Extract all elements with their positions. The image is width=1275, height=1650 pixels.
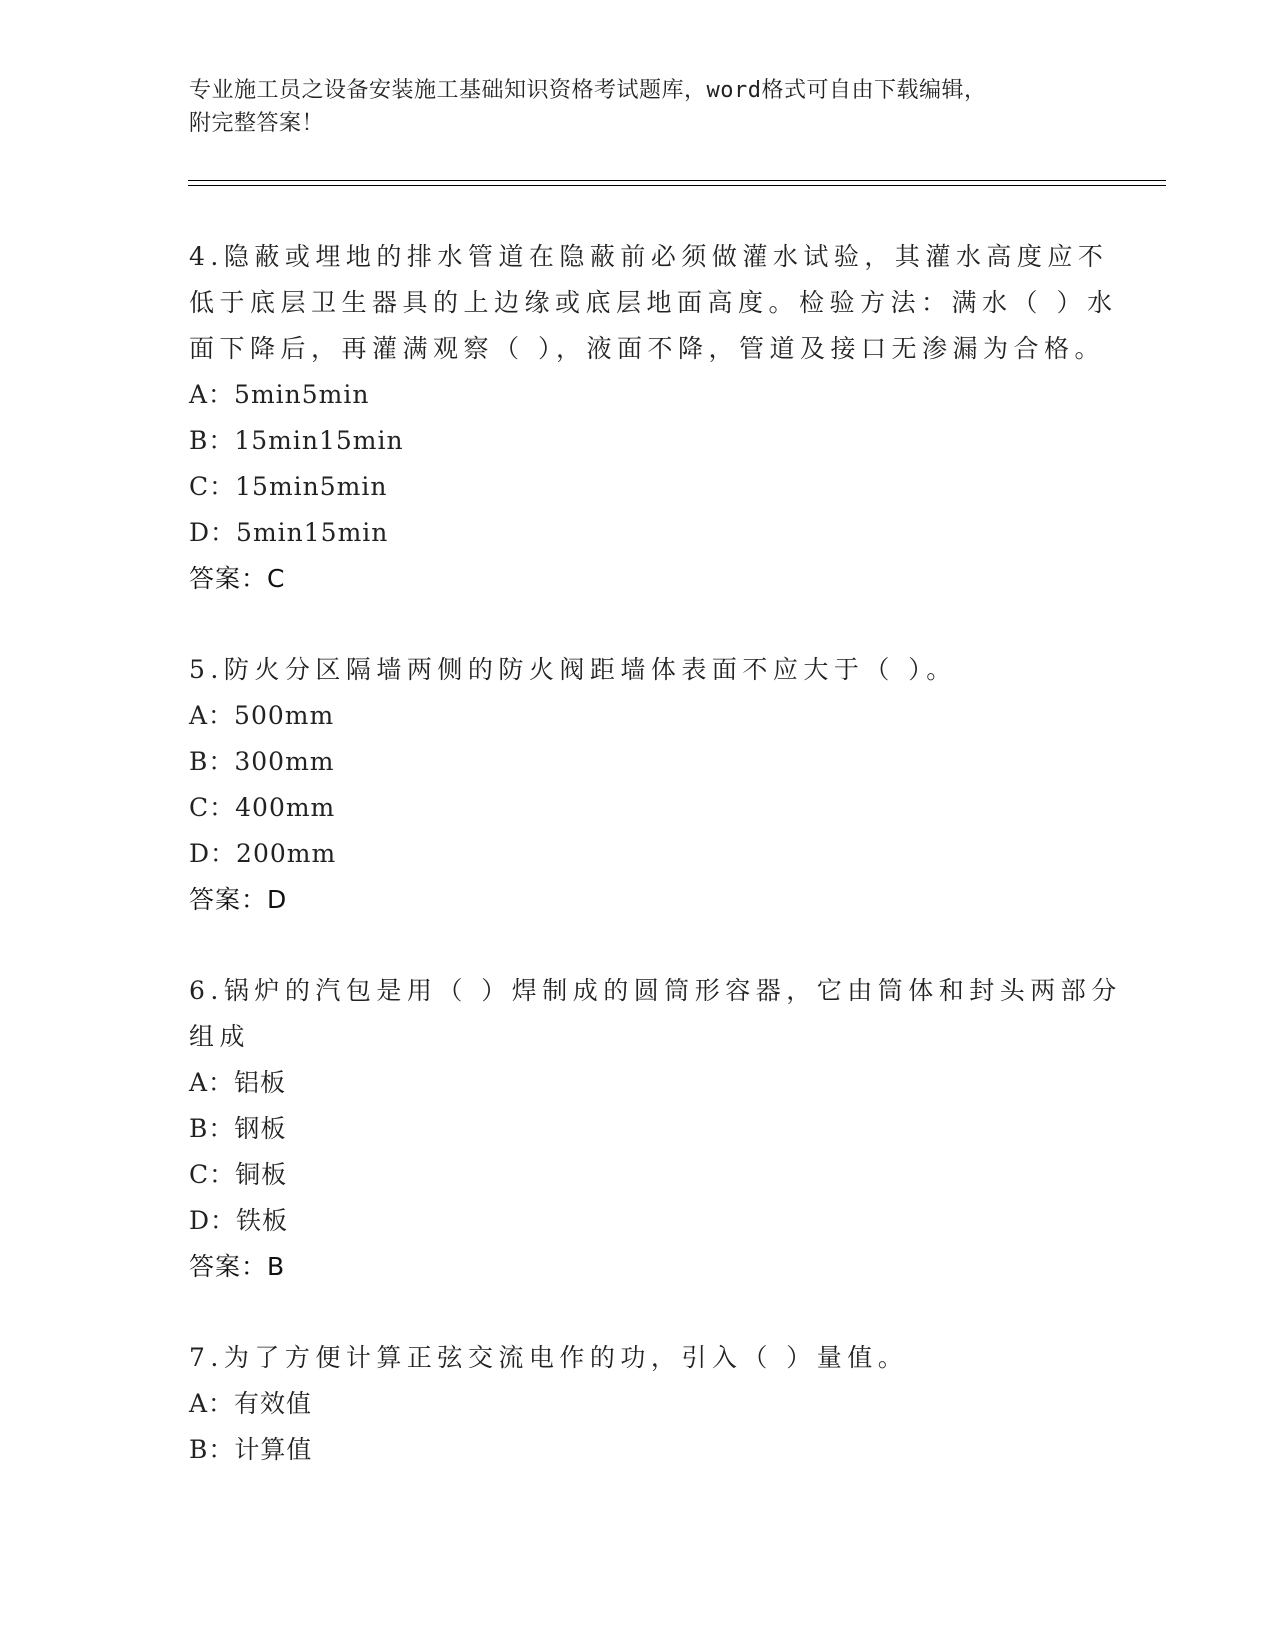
- option-a: A：铝板: [189, 1068, 287, 1097]
- header-title-line-1: 专业施工员之设备安装施工基础知识资格考试题库，word格式可自由下载编辑，: [189, 78, 987, 103]
- question-stem: [189, 968, 1122, 1060]
- option-c: C：400mm: [189, 793, 336, 822]
- question-stem-line: 7.为了方便计算正弦交流电作的功，引入（ ）量值。: [189, 1343, 909, 1372]
- question-list: [189, 234, 1122, 1518]
- answer-line: 答案：B: [189, 1252, 286, 1281]
- header-divider-bottom: [188, 185, 1166, 186]
- question-stem: [189, 647, 1089, 693]
- option-d: D：200mm: [189, 839, 337, 868]
- question-stem-line: 组成: [189, 1022, 251, 1051]
- option-a: A：500mm: [189, 701, 335, 730]
- question-stem-line: 低于底层卫生器具的上边缘或底层地面高度。检验方法：满水（ ）水: [189, 288, 1118, 317]
- option-a: A：5min5min: [189, 380, 370, 409]
- question-stem-line: 5.防火分区隔墙两侧的防火阀距墙体表面不应大于（ ）。: [189, 655, 957, 684]
- question-stem-line: 面下降后，再灌满观察（ ），液面不降，管道及接口无渗漏为合格。: [189, 334, 1105, 363]
- question-5: [189, 647, 1089, 923]
- document-header: [189, 74, 1089, 140]
- question-stem-line: 4.隐蔽或埋地的排水管道在隐蔽前必须做灌水试验，其灌水高度应不: [189, 242, 1109, 271]
- option-d: D：5min15min: [189, 518, 389, 547]
- option-c: C：铜板: [189, 1160, 288, 1189]
- option-a: A：有效值: [189, 1389, 313, 1418]
- answer-line: 答案：C: [189, 564, 286, 593]
- option-c: C：15min5min: [189, 472, 388, 501]
- question-stem: [189, 234, 1118, 372]
- header-title-line-2: 附完整答案！: [189, 111, 325, 136]
- option-d: D：铁板: [189, 1206, 289, 1235]
- option-b: B：计算值: [189, 1435, 313, 1464]
- question-stem-line: 6.锅炉的汽包是用（ ）焊制成的圆筒形容器，它由筒体和封头两部分: [189, 976, 1122, 1005]
- question-stem: [189, 1335, 1089, 1381]
- question-7: [189, 1335, 1089, 1473]
- answer-line: 答案：D: [189, 885, 288, 914]
- option-b: B：15min15min: [189, 426, 404, 455]
- question-4: [189, 234, 1118, 602]
- header-divider-top: [188, 180, 1166, 181]
- question-6: [189, 968, 1122, 1290]
- option-b: B：钢板: [189, 1114, 287, 1143]
- option-b: B：300mm: [189, 747, 335, 776]
